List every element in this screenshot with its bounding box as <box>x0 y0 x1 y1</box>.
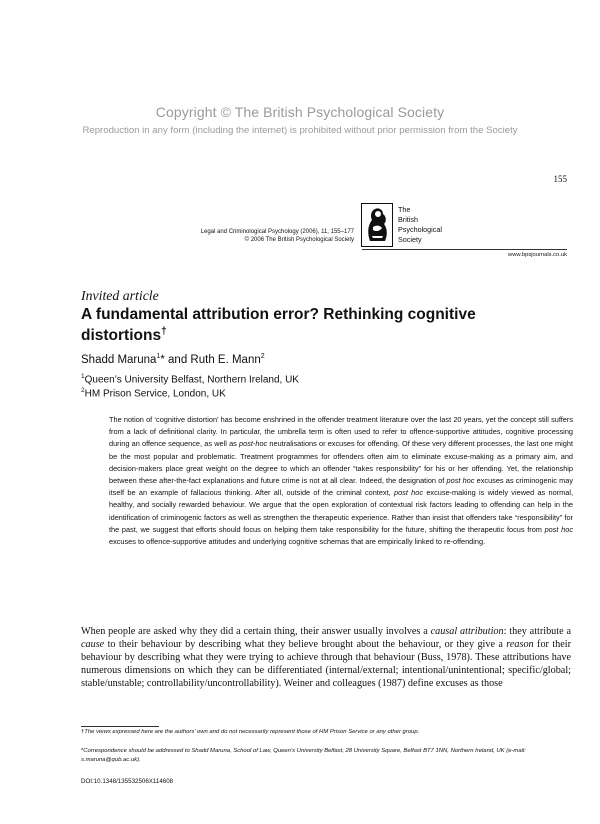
bps-logo-icon <box>361 203 393 247</box>
journal-url[interactable]: www.bpsjournals.co.uk <box>508 252 567 258</box>
paragraph: When people are asked why they did a certain thing, their answer usually involves a causal attribution: they attribute a cause to their behaviour by describing what they believe brought about the behaviour, or they give a reason for their behaviour by describing what they were trying to achieve through that behaviour (Buss, 1978). These attributions have numerous dimensions on which they can be differentiated (internal/external; intentional/unintentional; specific/global; stable/unstable; controllability/uncontrollability). Weiner and colleagues (1987) define excuses as those <box>81 626 571 689</box>
reproduction-notice: Reproduction in any form (including the internet) is prohibited without prior permission from the Society <box>82 125 518 136</box>
abstract <box>109 414 573 548</box>
author-name: Shadd Maruna <box>81 353 157 366</box>
abstract-text: The notion of ‘cognitive distortion’ has become enshrined in the offender treatment literature over the last 20 years, yet the concept still suffers from a lack of definitional clarity. In particular, the umbrella term is often used to refer to offence-supportive attitudes, cognitive processing during an offence sequence, as well as post-hoc neutralisations or excuses for offending. Of these very different processes, the last one might be the most popular and problematic. Treatment programmes for offenders often aim to eliminate excuse-making as a primary aim, and decision-makers place great weight on the degree to which an offender “takes responsibility” for his or her offending. Yet, the relationship between these after-the-fact explanations and future crime is not at all clear. Indeed, the designation of post hoc excuses as criminogenic may itself be an example of fallacious thinking. After all, outside of the criminal context, post hoc excuse-making is widely viewed as normal, healthy, and socially rewarded behaviour. We argue that the open exploration of contextual risk factors leading to offending can help in the identification of criminogenic factors as well as strengthen the therapeutic experience. Rather than insist that offenders take “responsibility” for the past, we suggest that efforts should focus on helping them take responsibility for the future, shifting the therapeutic focus from post hoc excuses to offence-supportive attitudes and underlying cognitive schemas that are empirically linked to re-offending. <box>109 415 574 547</box>
article-title: A fundamental attribution error? Rethinking cognitive distortions† <box>81 306 476 345</box>
footnote-rule <box>81 726 159 727</box>
body-text <box>81 625 571 690</box>
bps-name: The British Psychological Society <box>398 205 442 244</box>
journal-citation-block <box>150 228 354 244</box>
footnote: †The views expressed here are the authors’ own and do not necessarily represent those of HM Prison Service or any other group. <box>81 729 420 735</box>
author-list: Shadd Maruna$^1$* and Ruth E. Mann$^2$ <box>81 353 265 366</box>
journal-citation: Legal and Criminological Psychology (2006), 11, 155–177 <box>200 229 354 235</box>
header-rule <box>362 249 567 250</box>
doi: DOI:10.1348/135532506X114608 <box>81 778 174 785</box>
author-name: Ruth E. Mann <box>190 353 261 366</box>
affiliation: $^1$Queen’s University Belfast, Northern Ireland, UK <box>81 373 299 386</box>
affiliation: $^2$HM Prison Service, London, UK <box>81 387 226 400</box>
page-number: 155 <box>553 174 567 184</box>
article-type: Invited article <box>81 288 159 303</box>
copyright-watermark: Copyright © The British Psychological Society <box>155 104 445 120</box>
footnote-correspondence: *Correspondence should be addressed to Shadd Maruna, School of Law, Queen’s University Belfast, 28 University Square, Belfast BT7 1NN, Northern Ireland, UK (e-mail: s.maruna@qub.ac.uk). <box>81 748 526 763</box>
journal-copyright: © 2006 The British Psychological Society <box>244 237 354 243</box>
